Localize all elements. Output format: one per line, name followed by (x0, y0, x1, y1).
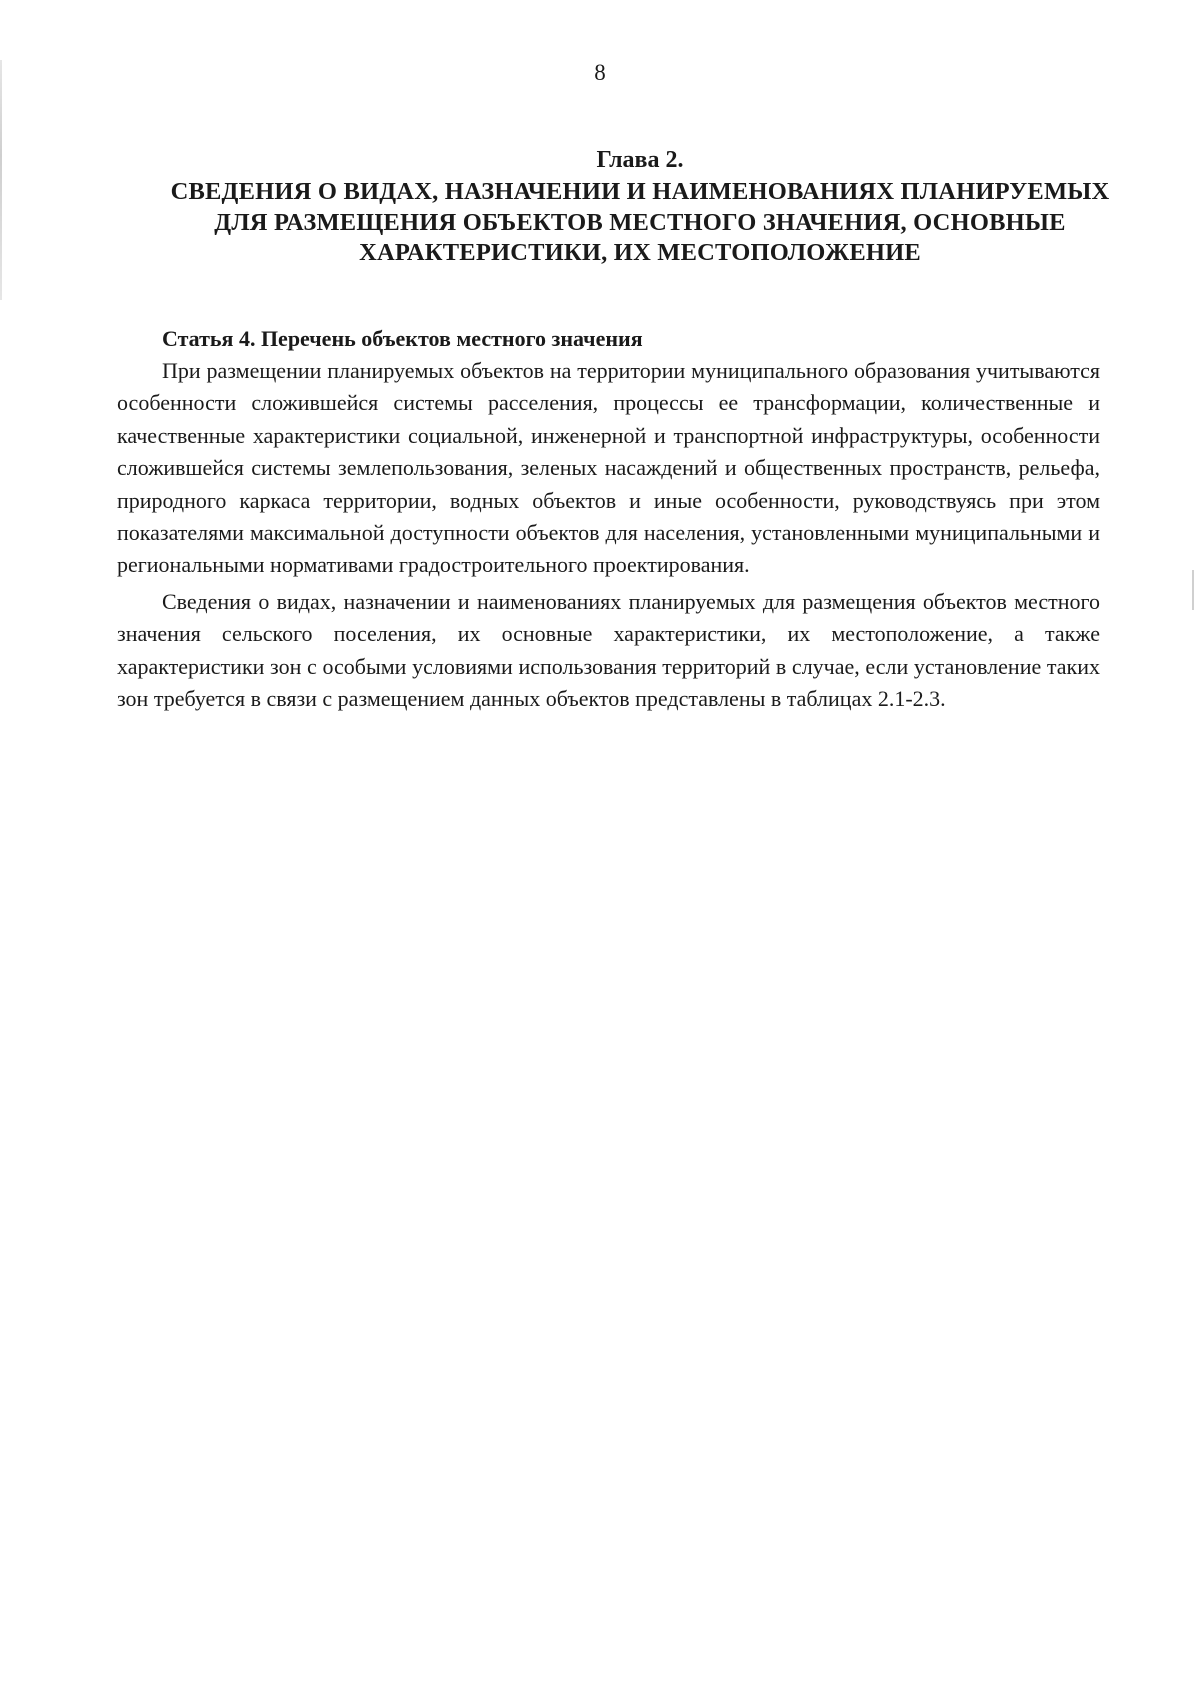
scan-edge-mark (0, 60, 2, 300)
article-section (117, 323, 1100, 715)
article-paragraph: Сведения о видах, назначении и наименованиях планируемых для размещения объектов местного значения сельского поселения, их основные характеристики, их местоположение, а также характеристики зон с особыми условиями использования территорий в случае, если установление таких зон требуется в связи с размещением данных объектов представлены в таблицах 2.1-2.3. (117, 588, 1100, 712)
scan-edge-mark (1192, 570, 1194, 610)
chapter-header (150, 143, 1130, 269)
page-number: 8 (594, 60, 606, 85)
article-paragraph: При размещении планируемых объектов на территории муниципального образования учитываются особенности сложившейся системы расселения, процессы ее трансформации, количественные и качественные характеристики социальной, инженерной и транспортной инфраструктуры, особенности сложившейся системы землепользования, зеленых насаждений и общественных пространств, рельефа, природного каркаса территории, водных объектов и иные особенности, руководствуясь при этом показателями максимальной доступности объектов для населения, установленными муниципальными и региональными нормативами градостроительного проектирования. (117, 358, 1100, 578)
article-heading: Статья 4. Перечень объектов местного значения (162, 326, 643, 351)
chapter-title: СВЕДЕНИЯ О ВИДАХ, НАЗНАЧЕНИИ И НАИМЕНОВАНИЯХ ПЛАНИРУЕМЫХ ДЛЯ РАЗМЕЩЕНИЯ ОБЪЕКТОВ МЕСТНОГО ЗНАЧЕНИЯ, ОСНОВНЫЕ ХАРАКТЕРИСТИКИ, ИХ МЕСТОПОЛОЖЕНИЕ (170, 178, 1110, 266)
chapter-label: Глава 2. (596, 147, 684, 173)
